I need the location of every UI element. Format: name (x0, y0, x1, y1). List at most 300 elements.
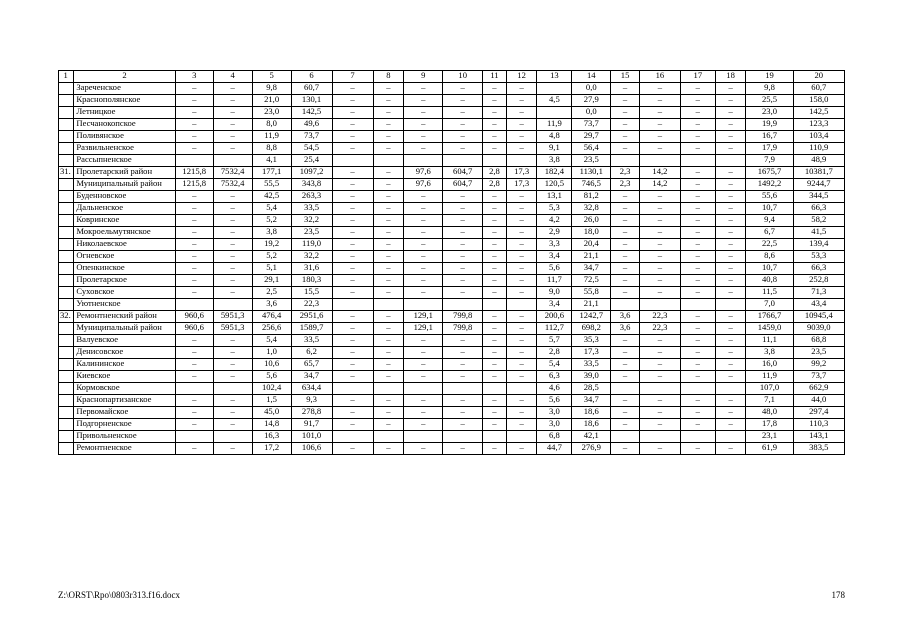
table-cell: 58,2 (793, 215, 844, 227)
table-cell (59, 131, 74, 143)
table-cell: 2,5 (252, 287, 291, 299)
table-cell: – (483, 191, 507, 203)
table-cell: – (639, 203, 680, 215)
table-cell (59, 347, 74, 359)
table-cell: 14,2 (639, 167, 680, 179)
row-name-cell: Дальненское (74, 203, 175, 215)
table-cell: – (175, 107, 213, 119)
table-cell: 182,4 (537, 167, 572, 179)
table-row (59, 431, 845, 443)
table-cell: – (483, 335, 507, 347)
table-cell (59, 371, 74, 383)
table-cell: 97,6 (404, 179, 443, 191)
table-cell: – (506, 311, 537, 323)
table-cell: 4,5 (537, 95, 572, 107)
table-cell: 9,3 (291, 395, 332, 407)
table-cell: – (213, 143, 252, 155)
table-cell: – (373, 347, 404, 359)
table-cell: 53,3 (793, 251, 844, 263)
table-cell: – (213, 335, 252, 347)
table-cell: – (483, 323, 507, 335)
table-cell: – (639, 239, 680, 251)
table-cell: 252,8 (793, 275, 844, 287)
table-row (59, 347, 845, 359)
table-cell: – (715, 107, 746, 119)
header-cell: 12 (506, 71, 537, 83)
table-cell: 23,5 (572, 155, 611, 167)
table-cell (483, 383, 507, 395)
table-cell: – (175, 407, 213, 419)
table-cell: – (175, 227, 213, 239)
table-cell: – (373, 359, 404, 371)
table-cell (483, 155, 507, 167)
table-cell: – (611, 395, 640, 407)
table-cell: – (373, 275, 404, 287)
table-cell: – (506, 107, 537, 119)
table-body (59, 71, 845, 455)
table-cell: – (639, 287, 680, 299)
row-name-cell: Огневское (74, 251, 175, 263)
table-cell: – (373, 419, 404, 431)
table-cell: 20,4 (572, 239, 611, 251)
table-cell (59, 179, 74, 191)
table-cell: – (680, 335, 715, 347)
table-cell: 3,6 (611, 323, 640, 335)
table-cell (680, 383, 715, 395)
table-cell: – (175, 83, 213, 95)
table-cell: 103,4 (793, 131, 844, 143)
table-cell: – (373, 83, 404, 95)
table-cell: 19,9 (746, 119, 793, 131)
table-cell: 16,0 (746, 359, 793, 371)
footer-page-number: 178 (831, 590, 845, 600)
table-cell: 7,9 (746, 155, 793, 167)
table-row (59, 107, 845, 119)
table-cell (443, 299, 483, 311)
table-cell (506, 383, 537, 395)
table-cell: – (373, 131, 404, 143)
table-cell: 119,0 (291, 239, 332, 251)
table-row (59, 167, 845, 179)
table-cell: 60,7 (793, 83, 844, 95)
table-cell: 45,0 (252, 407, 291, 419)
table-cell (332, 299, 373, 311)
table-cell: – (506, 287, 537, 299)
table-cell: – (506, 227, 537, 239)
table-cell: 34,7 (572, 263, 611, 275)
table-cell: – (611, 203, 640, 215)
table-cell: 2,3 (611, 167, 640, 179)
table-row (59, 131, 845, 143)
header-cell: 17 (680, 71, 715, 83)
table-cell: – (443, 371, 483, 383)
table-cell: – (443, 83, 483, 95)
table-cell: – (680, 443, 715, 455)
table-cell: – (213, 419, 252, 431)
table-cell: – (404, 371, 443, 383)
table-cell: 662,9 (793, 383, 844, 395)
table-cell: 7532,4 (213, 179, 252, 191)
table-cell: 1766,7 (746, 311, 793, 323)
table-cell: – (680, 119, 715, 131)
table-cell: – (680, 83, 715, 95)
table-cell: 3,6 (252, 299, 291, 311)
table-cell: 6,7 (746, 227, 793, 239)
table-cell (59, 431, 74, 443)
table-cell: – (639, 275, 680, 287)
table-cell: – (332, 311, 373, 323)
table-cell: – (483, 347, 507, 359)
table-cell: 3,0 (537, 419, 572, 431)
table-cell: 61,9 (746, 443, 793, 455)
table-cell: – (611, 275, 640, 287)
table-cell: – (213, 107, 252, 119)
table-cell: 5951,3 (213, 311, 252, 323)
table-cell: – (404, 131, 443, 143)
table-cell: – (404, 263, 443, 275)
header-cell: 20 (793, 71, 844, 83)
table-row (59, 335, 845, 347)
table-cell: 44,7 (537, 443, 572, 455)
table-cell: 1097,2 (291, 167, 332, 179)
table-cell: – (443, 443, 483, 455)
table-cell (59, 83, 74, 95)
table-cell: – (175, 419, 213, 431)
table-cell (332, 155, 373, 167)
table-row (59, 203, 845, 215)
table-cell: – (680, 107, 715, 119)
table-cell: 297,4 (793, 407, 844, 419)
table-cell: 17,8 (746, 419, 793, 431)
table-cell: 3,8 (746, 347, 793, 359)
table-cell: – (506, 323, 537, 335)
table-cell: 17,2 (252, 443, 291, 455)
table-cell: 14,2 (639, 179, 680, 191)
table-row (59, 359, 845, 371)
table-cell (213, 155, 252, 167)
table-cell (59, 383, 74, 395)
table-cell: – (213, 203, 252, 215)
table-row (59, 383, 845, 395)
table-cell: 34,7 (291, 371, 332, 383)
table-cell: – (443, 143, 483, 155)
table-cell (59, 251, 74, 263)
table-cell: 4,2 (537, 215, 572, 227)
table-cell: – (373, 203, 404, 215)
table-cell: – (175, 335, 213, 347)
table-cell: – (373, 443, 404, 455)
table-cell: 18,0 (572, 227, 611, 239)
table-cell: – (680, 215, 715, 227)
row-name-cell: Подгорненское (74, 419, 175, 431)
table-cell: 101,0 (291, 431, 332, 443)
table-cell (404, 299, 443, 311)
table-cell: 1,5 (252, 395, 291, 407)
table-cell: 256,6 (252, 323, 291, 335)
table-cell: 39,0 (572, 371, 611, 383)
table-cell: 55,5 (252, 179, 291, 191)
table-cell: 8,6 (746, 251, 793, 263)
table-cell (59, 119, 74, 131)
table-cell: 22,3 (291, 299, 332, 311)
table-cell: – (443, 407, 483, 419)
table-cell: – (611, 443, 640, 455)
table-cell (175, 155, 213, 167)
row-name-cell: Ремонтненское (74, 443, 175, 455)
table-cell: 604,7 (443, 179, 483, 191)
table-cell: 27,9 (572, 95, 611, 107)
table-cell: 1459,0 (746, 323, 793, 335)
table-cell (59, 407, 74, 419)
table-cell: 48,0 (746, 407, 793, 419)
table-cell: 9,8 (746, 83, 793, 95)
table-cell (404, 383, 443, 395)
table-cell: – (175, 215, 213, 227)
table-cell: – (680, 275, 715, 287)
table-cell: – (506, 143, 537, 155)
table-cell: – (680, 227, 715, 239)
table-cell: 7532,4 (213, 167, 252, 179)
table-cell: – (506, 371, 537, 383)
table-cell: – (680, 311, 715, 323)
table-cell: – (506, 395, 537, 407)
table-cell: 5,4 (252, 203, 291, 215)
table-cell: 32,2 (291, 215, 332, 227)
table-cell: – (213, 395, 252, 407)
table-cell: 32,8 (572, 203, 611, 215)
table-cell: 55,6 (746, 191, 793, 203)
row-name-cell: Кормовское (74, 383, 175, 395)
table-cell: – (680, 131, 715, 143)
header-cell: 5 (252, 71, 291, 83)
row-name-cell: Николаевское (74, 239, 175, 251)
table-cell: – (213, 227, 252, 239)
table-cell: 5,6 (537, 395, 572, 407)
table-cell: 18,6 (572, 407, 611, 419)
table-cell (59, 239, 74, 251)
table-cell: 32. (59, 311, 74, 323)
table-cell: – (443, 263, 483, 275)
table-cell (59, 299, 74, 311)
table-cell: – (404, 287, 443, 299)
header-cell: 19 (746, 71, 793, 83)
table-cell (213, 383, 252, 395)
table-cell: – (639, 347, 680, 359)
table-row (59, 143, 845, 155)
table-cell: – (715, 227, 746, 239)
table-cell: – (506, 335, 537, 347)
table-cell (213, 299, 252, 311)
table-cell: 54,5 (291, 143, 332, 155)
row-name-cell: Песчанокопское (74, 119, 175, 131)
table-cell (639, 431, 680, 443)
table-cell: – (175, 119, 213, 131)
table-cell (483, 299, 507, 311)
table-cell: – (639, 131, 680, 143)
table-cell: – (483, 107, 507, 119)
table-cell: – (506, 239, 537, 251)
table-cell: – (404, 407, 443, 419)
table-cell: 107,0 (746, 383, 793, 395)
row-name-cell: Киевское (74, 371, 175, 383)
table-cell: 21,1 (572, 299, 611, 311)
table-cell: – (506, 251, 537, 263)
table-cell: – (483, 95, 507, 107)
table-cell: 21,0 (252, 95, 291, 107)
row-name-cell: Денисовское (74, 347, 175, 359)
table-cell (680, 155, 715, 167)
table-cell: 8,8 (252, 143, 291, 155)
table-cell: – (680, 419, 715, 431)
table-cell: 5,6 (537, 263, 572, 275)
table-cell: 42,1 (572, 431, 611, 443)
table-cell: 11,9 (252, 131, 291, 143)
table-cell: 16,7 (746, 131, 793, 143)
table-row (59, 299, 845, 311)
table-cell: – (715, 179, 746, 191)
table-cell: 4,6 (537, 383, 572, 395)
table-cell: – (639, 143, 680, 155)
table-cell: 276,9 (572, 443, 611, 455)
table-cell: – (715, 335, 746, 347)
table-cell: 5,1 (252, 263, 291, 275)
table-cell: – (715, 443, 746, 455)
table-cell (443, 431, 483, 443)
table-cell (175, 383, 213, 395)
table-cell: – (404, 227, 443, 239)
row-name-cell: Мокроельмутянское (74, 227, 175, 239)
table-cell: 3,6 (611, 311, 640, 323)
table-row (59, 251, 845, 263)
table-cell: – (404, 239, 443, 251)
table-cell: – (404, 395, 443, 407)
table-cell (59, 443, 74, 455)
header-cell: 9 (404, 71, 443, 83)
table-cell: – (639, 95, 680, 107)
table-cell (715, 155, 746, 167)
table-cell: – (611, 359, 640, 371)
table-cell: – (175, 95, 213, 107)
table-cell: 6,3 (537, 371, 572, 383)
table-cell: 25,5 (746, 95, 793, 107)
table-cell: – (332, 107, 373, 119)
table-cell: – (332, 131, 373, 143)
table-cell: – (639, 335, 680, 347)
table-cell: 65,7 (291, 359, 332, 371)
row-name-cell: Уютненское (74, 299, 175, 311)
table-cell: – (483, 419, 507, 431)
header-cell: 3 (175, 71, 213, 83)
table-cell: – (611, 371, 640, 383)
table-cell: 34,7 (572, 395, 611, 407)
table-cell: 110,9 (793, 143, 844, 155)
table-cell: 278,8 (291, 407, 332, 419)
table-cell (59, 143, 74, 155)
table-cell: 1675,7 (746, 167, 793, 179)
table-cell: 11,9 (746, 371, 793, 383)
table-cell: 10,7 (746, 203, 793, 215)
table-cell: – (639, 227, 680, 239)
table-cell: 3,4 (537, 299, 572, 311)
table-cell: 139,4 (793, 239, 844, 251)
table-cell: 31. (59, 167, 74, 179)
table-cell: 60,7 (291, 83, 332, 95)
table-cell: – (506, 119, 537, 131)
table-cell: – (611, 107, 640, 119)
table-cell: 960,6 (175, 323, 213, 335)
table-cell: 66,3 (793, 263, 844, 275)
table-cell: – (332, 323, 373, 335)
row-name-cell: Летницкое (74, 107, 175, 119)
table-cell: 68,8 (793, 335, 844, 347)
table-cell: – (332, 395, 373, 407)
table-cell: – (332, 287, 373, 299)
table-cell: – (404, 191, 443, 203)
table-cell: 6,8 (537, 431, 572, 443)
table-cell: 22,3 (639, 311, 680, 323)
table-cell: – (332, 191, 373, 203)
table-cell: 21,1 (572, 251, 611, 263)
table-cell: – (213, 95, 252, 107)
table-cell (59, 275, 74, 287)
table-cell: 7,0 (746, 299, 793, 311)
table-cell: – (680, 251, 715, 263)
table-cell: – (483, 251, 507, 263)
table-cell: 17,3 (506, 167, 537, 179)
table-cell: – (404, 143, 443, 155)
table-cell: – (639, 263, 680, 275)
table-cell: – (506, 359, 537, 371)
table-cell: – (332, 275, 373, 287)
table-cell: 142,5 (291, 107, 332, 119)
table-cell: 11,7 (537, 275, 572, 287)
table-cell: – (175, 287, 213, 299)
table-cell: – (611, 347, 640, 359)
table-row (59, 191, 845, 203)
table-row (59, 83, 845, 95)
table-cell: – (715, 119, 746, 131)
row-name-cell: Суховское (74, 287, 175, 299)
table-cell (611, 299, 640, 311)
table-cell: – (443, 227, 483, 239)
table-cell: – (175, 191, 213, 203)
table-cell: – (213, 407, 252, 419)
table-cell: 14,8 (252, 419, 291, 431)
table-cell (332, 431, 373, 443)
table-cell: 604,7 (443, 167, 483, 179)
table-cell: – (680, 371, 715, 383)
table-cell: – (639, 419, 680, 431)
table-cell: – (373, 191, 404, 203)
table-cell: – (373, 143, 404, 155)
table-cell (59, 419, 74, 431)
table-cell: – (213, 239, 252, 251)
row-name-cell: Поливянское (74, 131, 175, 143)
table-cell (332, 383, 373, 395)
table-cell (537, 107, 572, 119)
table-cell: 1,0 (252, 347, 291, 359)
header-cell: 14 (572, 71, 611, 83)
table-cell: 5,3 (537, 203, 572, 215)
table-cell: – (680, 323, 715, 335)
table-cell: 6,2 (291, 347, 332, 359)
table-cell: 5951,3 (213, 323, 252, 335)
table-cell: 180,3 (291, 275, 332, 287)
table-cell: – (443, 287, 483, 299)
row-name-cell: Первомайское (74, 407, 175, 419)
table-cell: – (611, 119, 640, 131)
table-cell: – (213, 83, 252, 95)
